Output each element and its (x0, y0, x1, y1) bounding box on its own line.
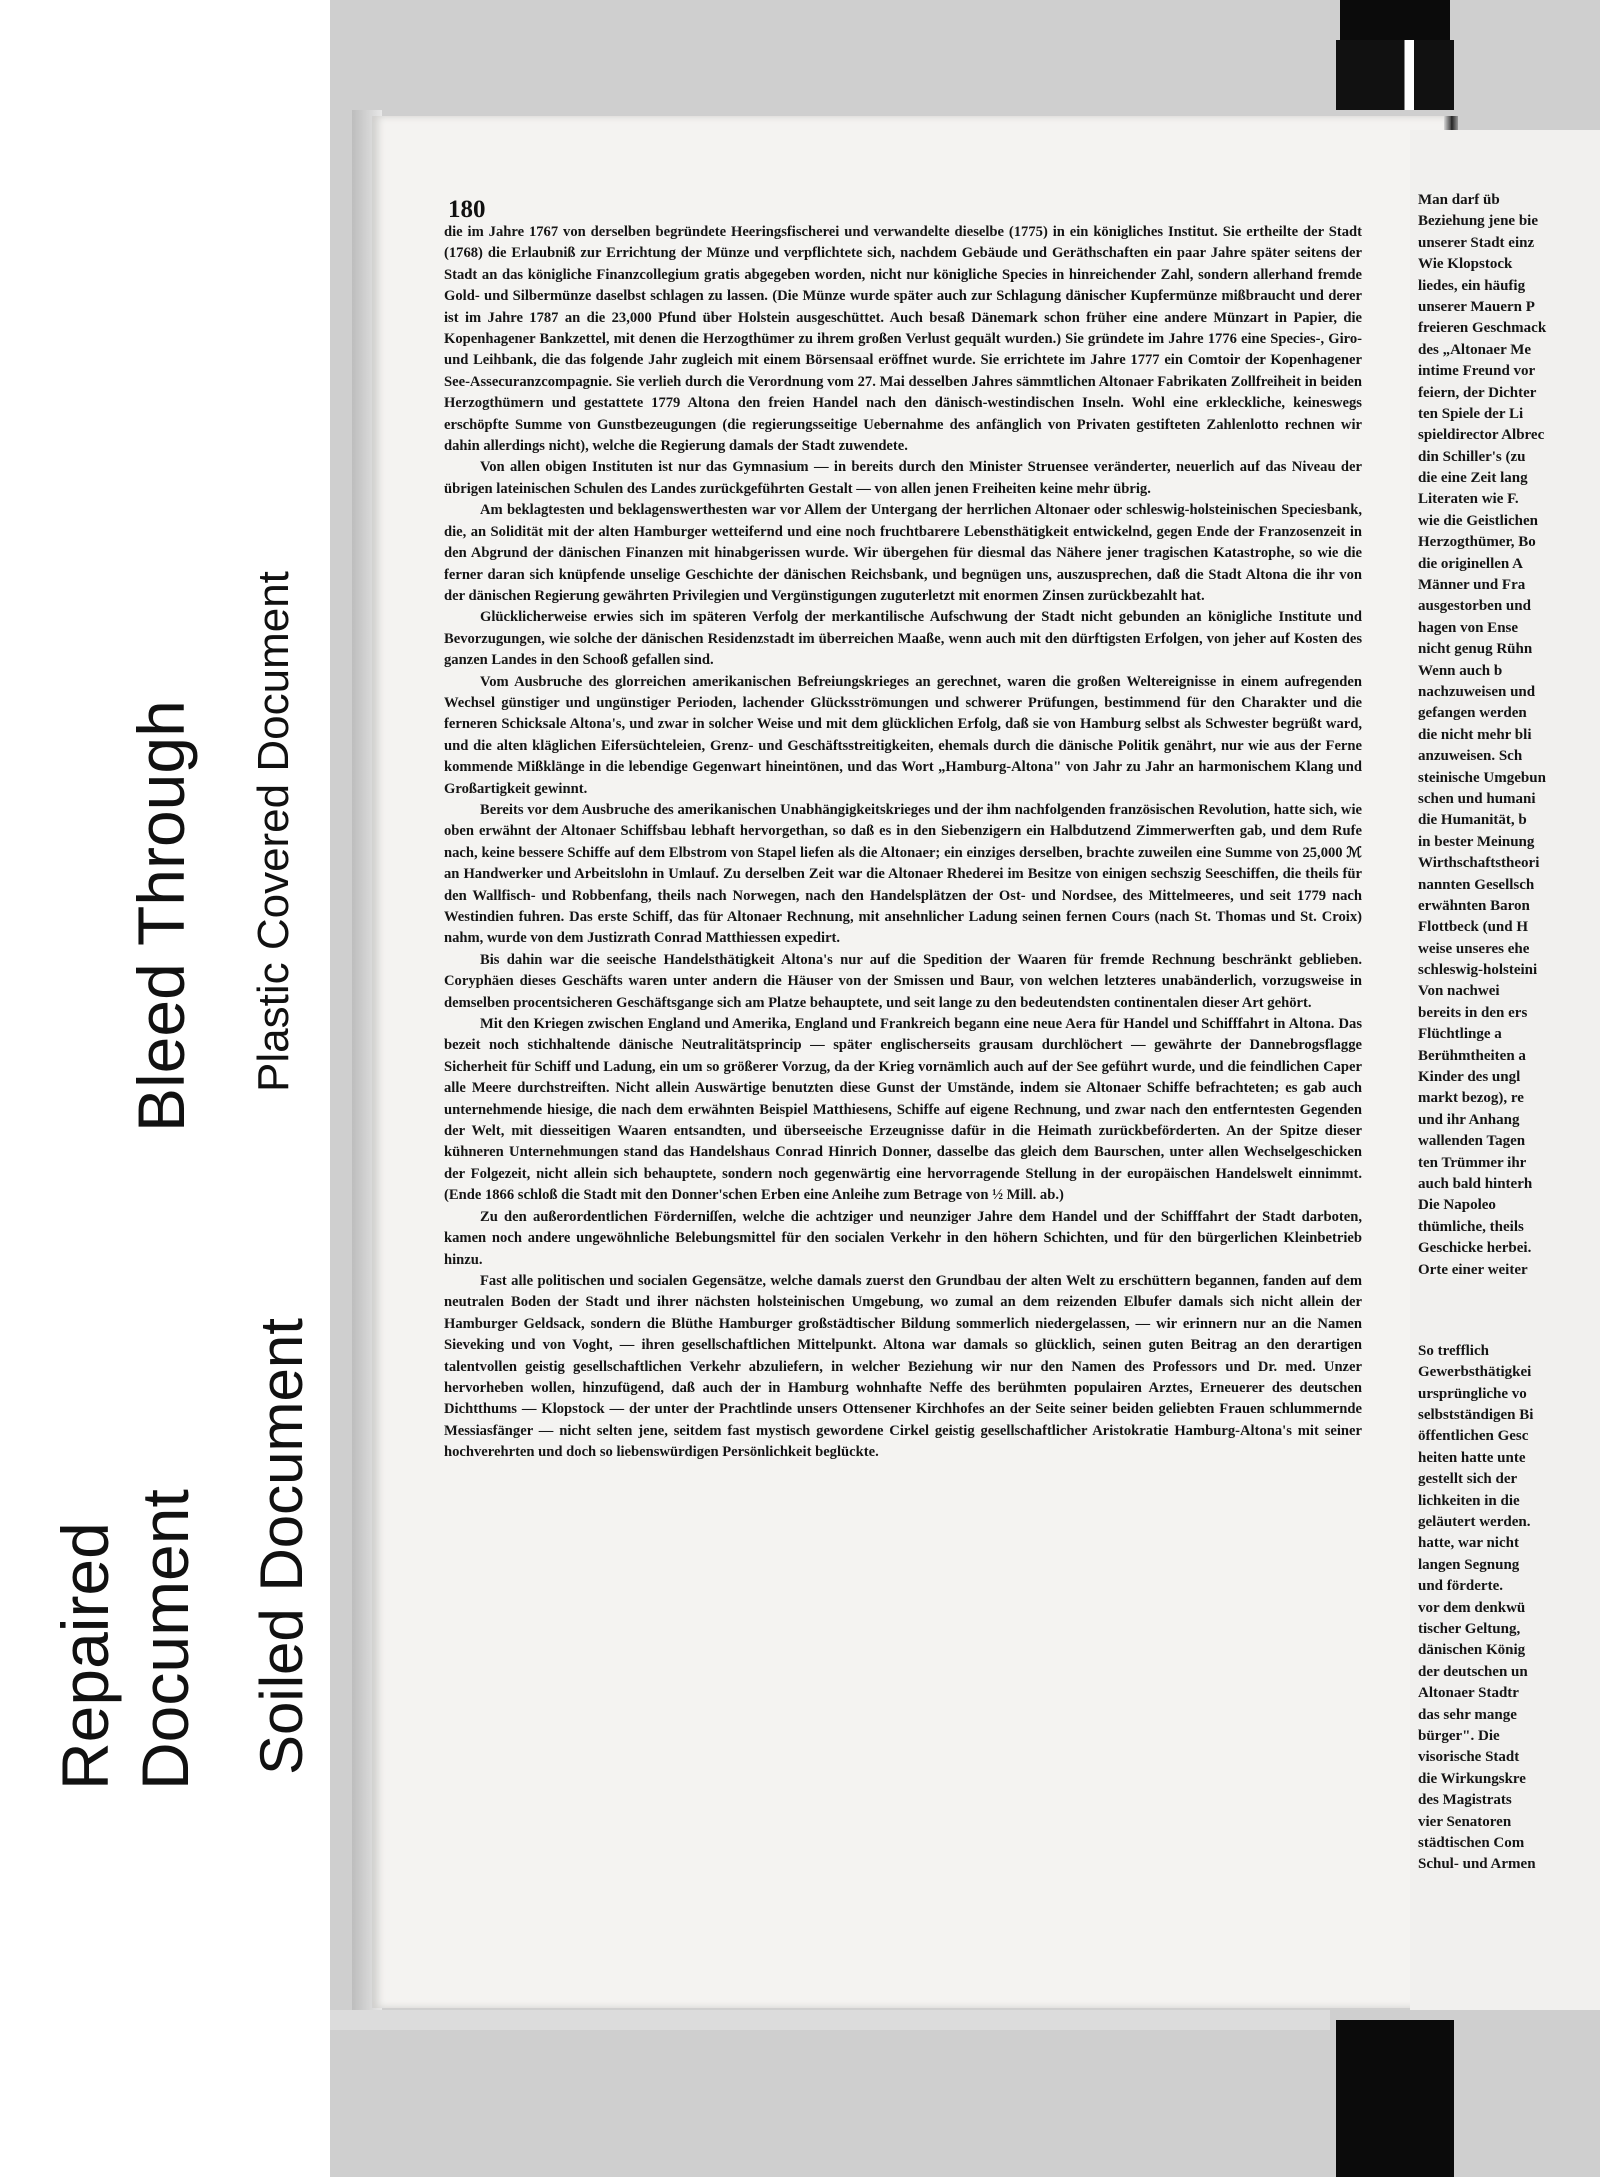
right-page-line: spieldirector Albrec (1418, 427, 1545, 444)
right-page-line: Literaten wie F. (1418, 491, 1519, 508)
right-page-line: langen Segnung (1418, 1556, 1520, 1573)
right-page-line: selbstständigen Bi (1418, 1407, 1534, 1424)
right-page-line: die originellen A (1418, 555, 1523, 572)
label-bleed-through: Bleed Through (124, 700, 198, 1132)
right-page-line: bürger". Die (1418, 1727, 1500, 1744)
right-page-line: anzuweisen. Sch (1418, 748, 1523, 765)
right-page-line: Wirthschaftstheori (1418, 855, 1540, 872)
right-page-line: gefangen werden (1418, 705, 1527, 722)
right-page-line: in bester Meinung (1418, 833, 1535, 850)
right-page-line: erwähnten Baron (1418, 897, 1530, 914)
paragraph: Bereits vor dem Ausbruche des amerikanischen Unabhängigkeitskrieges und der ihm nachfolgenden französischen Revolution, hatte sich, wie oben erwähnt der Altonaer Schiffsbau lebhaft hervorgethan, so daß es in den Siebenzigern ein Halbdutzend Zimmerwerften gab, und dem Rufe nach, keine bessere Schiffe auf dem Elbstrom von Stapel liefen als die Altonaer; ein einziges derselben, brachte zuweilen eine Summe von 25,000 ℳ an Handwerker und Arbeitslohn in Umlauf. Zu derselben Zeit war die Altonaer Rhederei im Besitze von einigen sechszig Seeschiffen, die theils für den Wallfisch- und Robbenfang, theils nach Norwegen, nach den Handelsplätzen der Ost- und Nordsee, des Mittelmeeres, und seit 1779 nach Westindien fuhren. Das erste Schiff, das für Altonaer Rechnung, mit ansehnlicher Ladung seinen fernen Cours (nach St. Thomas und St. Croix) nahm, wurde von dem Justizrath Conrad Matthiessen expedirt. (444, 801, 1362, 947)
right-page-line: dänischen König (1418, 1642, 1526, 1659)
scan-border-top (1340, 0, 1450, 40)
right-page-line: Wie Klopstock (1418, 256, 1513, 273)
right-page-line: der deutschen un (1418, 1663, 1528, 1680)
right-page-line: freieren Geschmack (1418, 320, 1547, 337)
paragraph: Bis dahin war die seeische Handelsthätigkeit Altona's nur auf die Spedition der Waaren für fremde Rechnung beschränkt geblieben. Coryphäen dieses Geschäfts waren unter andern die Häuser von der Smissen und Baur, von welchen letzteres unabänderlich, vorzugsweise in demselben procentsicheren Geschäftsgange sich am Platze behauptete, und seit lange zu den bedeutendsten continentalen dieser Art gehört. (444, 951, 1362, 1011)
right-page-line: Geschicke herbei. (1418, 1240, 1532, 1257)
right-page-line: feiern, der Dichter (1418, 384, 1537, 401)
right-page-line: und förderte. (1418, 1578, 1503, 1595)
right-page-line: hagen von Ense (1418, 619, 1519, 636)
right-page-line: Flüchtlinge a (1418, 1026, 1502, 1043)
right-page-line: Kinder des ungl (1418, 1069, 1521, 1086)
right-page-line: schen und humani (1418, 790, 1536, 807)
right-page-line: Orte einer weiter (1418, 1261, 1528, 1278)
right-page-line: nicht genug Rühn (1418, 641, 1533, 658)
page-bottom-edge (330, 2010, 1330, 2030)
paragraph: die im Jahre 1767 von derselben begründete Heeringsfischerei und verwandelte dieselbe (1775) in ein königliches Institut. Sie ertheilte der Stadt (1768) die Erlaubniß zur Errichtung der Münze und verpflichtete sich, nachdem Gebäude und Geräthschaften ein paar Jahre später seitens der Stadt an das königliche Finanzcollegium gratis abgegeben worden, nicht nur königliche Species in hinreichender Zahl, sondern allerhand fremde Gold- und Silbermünze daselbst schlagen zu lassen. (Die Münze wurde später auch zur Schlagung dänischer Kupfermünze mißbraucht und derer ist im Jahre 1787 an die 23,000 Pfund über Holstein ausgeschüttet. Auch besaß Dänemark schon früher eine andere Münzart in Papier, die Kopenhagener Bankzettel, mit denen die Herzogthümer zu ihrem großen Verlust gequält wurden.) Sie gründete im Jahre 1776 eine Species-, Giro- und Leihbank, die das folgende Jahr zugleich mit einem Börsensaal eröffnet wurde. Sie errichtete im Jahre 1777 ein Comtoir der Kopenhagener See-Assecuranzcompagnie. Sie verlieh durch die Verordnung vom 27. Mai desselben Jahres sämmtlichen Altonaer Fabrikaten Zollfreiheit in beiden Herzogthümern und gestattete 1779 Altona den freien Handel nach den dänisch-westindischen Inseln. Wohl eine erkleckliche, keineswegs erschöpfte Summe von Gunstbezeugungen (die regierungsseitige Uebernahme des anfänglich von Privaten gestifteten Zahlenlotto rechnen wir dahin allerdings nicht), welche die Regierung damals der Stadt zuwendete. (444, 224, 1362, 455)
paragraph: Mit den Kriegen zwischen England und Amerika, England und Frankreich begann eine neue Aera für Handel und Schifffahrt in Altona. Das bezeit noch stichhaltende dänische Neutralitätsprincip — später englischerseits grausam durchlöchert — gewährte der Dannebrogsflagge Sicherheit für Schiff und Ladung, ein um so größerer Vorzug, da der Krieg vornämlich auch auf der See geführt wurde, und die feindlichen Caper alle Meere durchstreiften. Nicht allein Auswärtige benutzten diese Gunst der Umstände, indem sie Altonaer Schiffe befrachteten; es gab auch unternehmende hiesige, die nach dem erwähnten Beispiel Matthiesens, Schiffe auf eigene Rechnung, und zwar nach den entferntesten Gegenden der Welt, mit diesseitigen Waaren entsandten, und überseeische Erzeugnisse dafür in die Heimath zurückbeförderten. An der Spitze dieser kühneren Unternehmungen stand das Handelshaus Conrad Hinrich Donner, dasselbe das gleich dem Baurschen, unter allen Wechselgeschicken der Folgezeit, nicht allein sich behauptete, sondern noch gegenwärtig eine hervorragende Stellung in der europäischen Handelswelt einnimmt. (Ende 1866 schloß die Stadt mit den Donner'schen Erben eine Anleihe zum Betrage von ½ Mill. ab.) (444, 1016, 1362, 1204)
label-plastic-covered: Plastic Covered Document (249, 571, 298, 1092)
right-page-line: vor dem denkwü (1418, 1599, 1526, 1616)
right-page-line: So trefflich (1418, 1342, 1489, 1359)
right-page-line: die eine Zeit lang (1418, 470, 1528, 487)
right-page-line: wallenden Tagen (1418, 1133, 1526, 1150)
right-page-line: Herzogthümer, Bo (1418, 534, 1536, 551)
right-page-line: unserer Stadt einz (1418, 234, 1535, 251)
right-page-line: nannten Gesellsch (1418, 876, 1535, 893)
right-page-line: schleswig-holsteini (1418, 962, 1538, 979)
right-page-line: intime Freund vor (1418, 363, 1536, 380)
right-page-line: visorische Stadt (1418, 1749, 1520, 1766)
right-page-text (1418, 190, 1600, 1876)
right-page-line: bereits in den ers (1418, 1004, 1528, 1021)
paragraph: Zu den außerordentlichen Förderniſſen, welche die achtziger und neunziger Jahre dem Handel und der Schifffahrt der Stadt darboten, kamen noch andere ungewöhnliche Belebungsmittel für den socialen Verkehr in den höhern Schichten, und für den bürgerlichen Kleinbetrieb hinzu. (444, 1208, 1362, 1268)
right-page-line: Die Napoleo (1418, 1197, 1496, 1214)
right-page-line: thümliche, theils (1418, 1218, 1524, 1235)
paragraph: Vom Ausbruche des glorreichen amerikanischen Befreiungskrieges an gerechnet, waren die großen Weltereignisse in einem aufregenden Wechsel günstiger und ungünstiger Perioden, lachender Glücksströmungen und schwerer Prüfungen, bestimmend für den Charakter und die ferneren Schicksale Altona's, und zwar in solcher Weise und mit dem glücklichen Erfolg, daß sie von Hamburg selbst als Schwester begrüßt ward, und die alten kläglichen Eifersüchteleien, Grenz- und Geschäftsstreitigkeiten, ehemals durch die dänische Politik genährt, nur wie aus der Ferne kommende Mißklänge in die lebendige Gegenwart hineintönen, und das Wort „Hamburg-Altona" von Jahr zu Jahr an harmonischem Klang und Großartigkeit gewinnt. (444, 673, 1362, 797)
right-page-line: vier Senatoren (1418, 1813, 1512, 1830)
right-page-line: ausgestorben und (1418, 598, 1531, 615)
right-page-line: nachzuweisen und (1418, 683, 1536, 700)
condition-labels (0, 0, 340, 2177)
right-page-line: Altonaer Stadtr (1418, 1685, 1519, 1702)
paragraph: Von allen obigen Instituten ist nur das Gymnasium — in bereits durch den Minister Struensee veränderter, neuerlich auf das Niveau der übrigen lateinischen Schulen des Landes zurückgeführten Gestalt — von allen jenen Freiheiten keine mehr übrig. (444, 459, 1362, 497)
right-page-line: die nicht mehr bli (1418, 726, 1532, 743)
right-page-line: die Humanität, b (1418, 812, 1527, 829)
right-page-line: Wenn auch b (1418, 662, 1503, 679)
right-page-line: städtischen Com (1418, 1834, 1525, 1851)
right-page-line: die Wirkungskre (1418, 1770, 1526, 1787)
right-page-line: liedes, ein häufig (1418, 277, 1526, 294)
right-page-line: Gewerbsthätigkei (1418, 1364, 1532, 1381)
right-page (1410, 130, 1600, 2010)
right-page-line: Flottbeck (und H (1418, 919, 1529, 936)
right-page-line: Man darf üb (1418, 192, 1500, 208)
label-soiled-document: Soiled Document (248, 1318, 315, 1775)
scan-border-bottom (1336, 2020, 1454, 2177)
right-page-line: weise unseres ehe (1418, 940, 1530, 957)
right-page-line: wie die Geistlichen (1418, 512, 1538, 529)
right-page-line: auch bald hinterh (1418, 1175, 1533, 1192)
right-page-line: des „Altonaer Me (1418, 341, 1532, 358)
book-scan (330, 0, 1600, 2177)
paragraph: Am beklagtesten und beklagenswerthesten war vor Allem der Untergang der herrlichen Altonaer oder schleswig-holsteinischen Speciesbank, die, an Solidität mit der alten Hamburger wetteifernd und eine noch fruchtbarere Lebensthätigkeit entwickelnd, gegen Ende der Franzosenzeit in den Abgrund der dänischen Finanzen mit hinabgerissen wurde. Wir übergehen für diesmal das Nähere jener tragischen Katastrophe, so wie die ferner daran sich knüpfende unselige Geschichte der dänischen Reichsbank, und begnügen uns, auszusprechen, daß die Stadt Altona die ihr von der dänischen Regierung gewährten Privilegien und Vergünstigungen zuguterletzt mit enormen Zinsen zurückbezahlt hat. (444, 502, 1362, 604)
paragraph: Glücklicherweise erwies sich im späteren Verfolg der merkantilische Aufschwung der Stadt nicht gebunden an königliche Institute und Bevorzugungen, wie solche der dänischen Residenzstadt im überreichen Maaße, wenn auch mit den dürftigsten Erfolgen, von jeher auf Kosten des ganzen Landes in den Schooß gefallen sind. (444, 609, 1362, 669)
right-page-line: hatte, war nicht (1418, 1535, 1519, 1552)
right-page-line: ursprüngliche vo (1418, 1385, 1527, 1402)
right-page-line: steinische Umgebun (1418, 769, 1546, 786)
right-page-line: Berühmtheiten a (1418, 1047, 1526, 1064)
right-page-line: Von nachwei (1418, 983, 1500, 1000)
right-page-line: din Schiller's (zu (1418, 448, 1526, 465)
page-number: 180 (448, 196, 486, 223)
right-page-line: Beziehung jene bie (1418, 213, 1538, 230)
right-page-line: gestellt sich der (1418, 1471, 1518, 1488)
scan-border-top-strip (1336, 40, 1454, 110)
label-repaired: Repaired (48, 1522, 122, 1790)
right-page-line: ten Spiele der Li (1418, 405, 1524, 422)
right-page-line: unserer Mauern P (1418, 298, 1535, 315)
right-page-line: des Magistrats (1418, 1792, 1512, 1809)
right-page-line: geläutert werden. (1418, 1514, 1531, 1531)
right-page-line: Männer und Fra (1418, 577, 1526, 594)
right-page-line: ten Trümmer ihr (1418, 1154, 1527, 1171)
right-page-line: markt bezog), re (1418, 1090, 1524, 1107)
right-page-line: heiten hatte unte (1418, 1449, 1526, 1466)
page-text (444, 222, 1362, 1464)
right-page-line: öffentlichen Gesc (1418, 1428, 1529, 1445)
right-page-line: das sehr mange (1418, 1706, 1517, 1723)
right-page-line: tischer Geltung, (1418, 1621, 1521, 1637)
right-page-line: Schul- und Armen (1418, 1856, 1536, 1873)
right-page-line: und ihr Anhang (1418, 1111, 1520, 1128)
label-repaired-document: Document (128, 1489, 202, 1790)
right-page-line: lichkeiten in die (1418, 1492, 1520, 1509)
paragraph: Fast alle politischen und socialen Gegensätze, welche damals zuerst den Grundbau der alten Welt zu erschüttern begannen, fanden auf dem neutralen Boden der Stadt und ihrer nächsten holsteinischen Umgebung, wo zumal an dem reizenden Elbufer damals sich nicht allein der Hamburger Geldsack, sondern die Blüthe Hamburger großstädtischer Bildung sommerlich niedergelassen, — wir erinnern nur an die Namen Sieveking und von Voght, — ihren gesellschaftlichen Mittelpunkt. Altona war damals so glücklich, seinen guten Beitrag an den derartigen talentvollen geistig gesellschaftlichen Verkehr abzuliefern, in welcher Beziehung wir nur den Namen des Professors und Dr. med. Unzer hervorheben wollen, hinzufügend, daß auch der in Hamburg wohnhafte Neffe des berühmten populairen Arztes, Erneuerer des deutschen Dichtthums — Klopstock — der unter der Prachtlinde unsers Ottensener Kirchhofes an der Seite seiner beiden geliebten Frauen schlummernde Messiasfänger — nicht selten jene, seitdem fast mystisch gewordene Cirkel geistig gesellschaftlicher Aristokratie Hamburg-Altona's mit seiner hochverehrten und doch so liebenswürdigen Persönlichkeit beglückte. (444, 1272, 1362, 1461)
